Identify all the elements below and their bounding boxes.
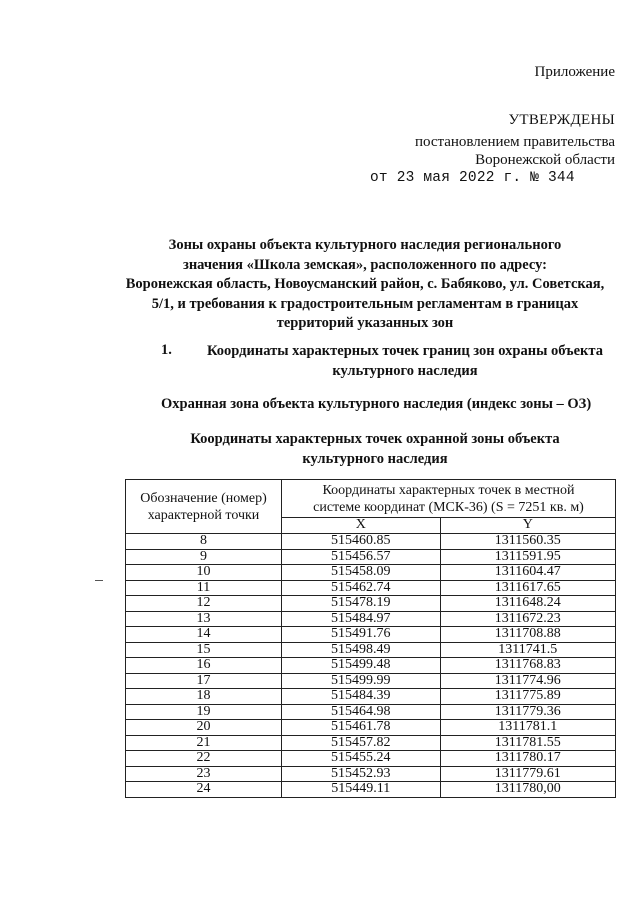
cell-y: 1311617.65 [440, 580, 616, 596]
document-title-line-3: Воронежская область, Новоусманский район, с. Бабяково, ул. Советская, [125, 276, 605, 292]
coordinates-table [125, 479, 616, 798]
cell-y: 1311560.35 [440, 534, 616, 550]
table-title [160, 430, 590, 469]
cell-point-number: 19 [126, 704, 282, 720]
column-header-point-line-2: характерной точки [147, 507, 260, 523]
margin-mark [95, 580, 103, 581]
cell-point-number: 24 [126, 782, 282, 798]
cell-point-number: 18 [126, 689, 282, 705]
cell-point-number: 23 [126, 766, 282, 782]
cell-x: 515499.48 [282, 658, 441, 674]
table-row [126, 642, 616, 658]
cell-y: 1311648.24 [440, 596, 616, 612]
cell-y: 1311672.23 [440, 611, 616, 627]
cell-x: 515449.11 [282, 782, 441, 798]
cell-point-number: 20 [126, 720, 282, 736]
cell-point-number: 15 [126, 642, 282, 658]
cell-x: 515461.78 [282, 720, 441, 736]
cell-y: 1311779.36 [440, 704, 616, 720]
cell-y: 1311604.47 [440, 565, 616, 581]
cell-x: 515455.24 [282, 751, 441, 767]
cell-point-number: 12 [126, 596, 282, 612]
section-title-line-2: культурного наследия [332, 362, 478, 379]
table-body [126, 534, 616, 798]
table-row [126, 596, 616, 612]
table-row [126, 782, 616, 798]
cell-point-number: 14 [126, 627, 282, 643]
approved-by-line-2: Воронежской области [475, 152, 615, 168]
cell-x: 515499.99 [282, 673, 441, 689]
cell-point-number: 22 [126, 751, 282, 767]
cell-x: 515491.76 [282, 627, 441, 643]
cell-y: 1311781.55 [440, 735, 616, 751]
column-header-y: Y [440, 518, 616, 534]
table-row [126, 565, 616, 581]
table-row [126, 720, 616, 736]
table-row [126, 766, 616, 782]
column-header-point [126, 480, 282, 534]
table-row [126, 627, 616, 643]
cell-x: 515456.57 [282, 549, 441, 565]
table-title-line-1: Координаты характерных точек охранной зоны объекта [190, 431, 560, 447]
table-row [126, 735, 616, 751]
document-title-line-1: Зоны охраны объекта культурного наследия регионального [168, 237, 562, 253]
cell-y: 1311591.95 [440, 549, 616, 565]
cell-x: 515464.98 [282, 704, 441, 720]
approved-by-line-1: постановлением правительства [414, 134, 615, 150]
document-title-line-4: 5/1, и требования к градостроительным регламентам в границах [151, 295, 579, 312]
table-row [126, 704, 616, 720]
table-row [126, 580, 616, 596]
approved-heading: УТВЕРЖДЕНЫ [508, 112, 615, 128]
zone-title: Охранная зона объекта культурного наследия (индекс зоны – ОЗ) [161, 396, 592, 412]
section-number: 1. [161, 342, 172, 358]
cell-x: 515484.97 [282, 611, 441, 627]
cell-y: 1311780,00 [440, 782, 616, 798]
column-header-coords [282, 480, 616, 518]
cell-y: 1311775.89 [440, 689, 616, 705]
cell-x: 515452.93 [282, 766, 441, 782]
section-title [190, 342, 620, 381]
cell-point-number: 21 [126, 735, 282, 751]
appendix-label: Приложение [534, 64, 615, 80]
column-header-x: X [282, 518, 441, 534]
cell-point-number: 17 [126, 673, 282, 689]
table-row [126, 673, 616, 689]
table-row [126, 689, 616, 705]
column-header-coords-line-2: системе координат (МСК-36) (S = 7251 кв. м) [313, 499, 584, 515]
cell-y: 1311779.61 [440, 766, 616, 782]
table-row [126, 549, 616, 565]
cell-y: 1311781.1 [440, 720, 616, 736]
cell-x: 515484.39 [282, 689, 441, 705]
order-date-number: от 23 мая 2022 г. № 344 [370, 170, 575, 186]
cell-point-number: 9 [126, 549, 282, 565]
cell-x: 515457.82 [282, 735, 441, 751]
table-row [126, 611, 616, 627]
cell-x: 515462.74 [282, 580, 441, 596]
cell-y: 1311768.83 [440, 658, 616, 674]
column-header-point-line-1: Обозначение (номер) [140, 490, 267, 506]
cell-point-number: 8 [126, 534, 282, 550]
cell-y: 1311708.88 [440, 627, 616, 643]
section-title-line-1: Координаты характерных точек границ зон охраны объекта [207, 343, 603, 359]
cell-x: 515478.19 [282, 596, 441, 612]
cell-x: 515498.49 [282, 642, 441, 658]
cell-point-number: 13 [126, 611, 282, 627]
cell-x: 515458.09 [282, 565, 441, 581]
cell-point-number: 16 [126, 658, 282, 674]
table-row [126, 534, 616, 550]
cell-point-number: 10 [126, 565, 282, 581]
document-title [110, 236, 620, 334]
cell-y: 1311780.17 [440, 751, 616, 767]
table-row [126, 658, 616, 674]
cell-y: 1311774.96 [440, 673, 616, 689]
column-header-coords-line-1: Координаты характерных точек в местной [322, 482, 575, 498]
cell-point-number: 11 [126, 580, 282, 596]
document-title-line-5: территорий указанных зон [276, 315, 454, 331]
cell-x: 515460.85 [282, 534, 441, 550]
table-title-line-2: культурного наследия [302, 450, 448, 467]
cell-y: 1311741.5 [440, 642, 616, 658]
document-title-line-2: значения «Школа земская», расположенного по адресу: [183, 256, 547, 273]
table-row [126, 751, 616, 767]
